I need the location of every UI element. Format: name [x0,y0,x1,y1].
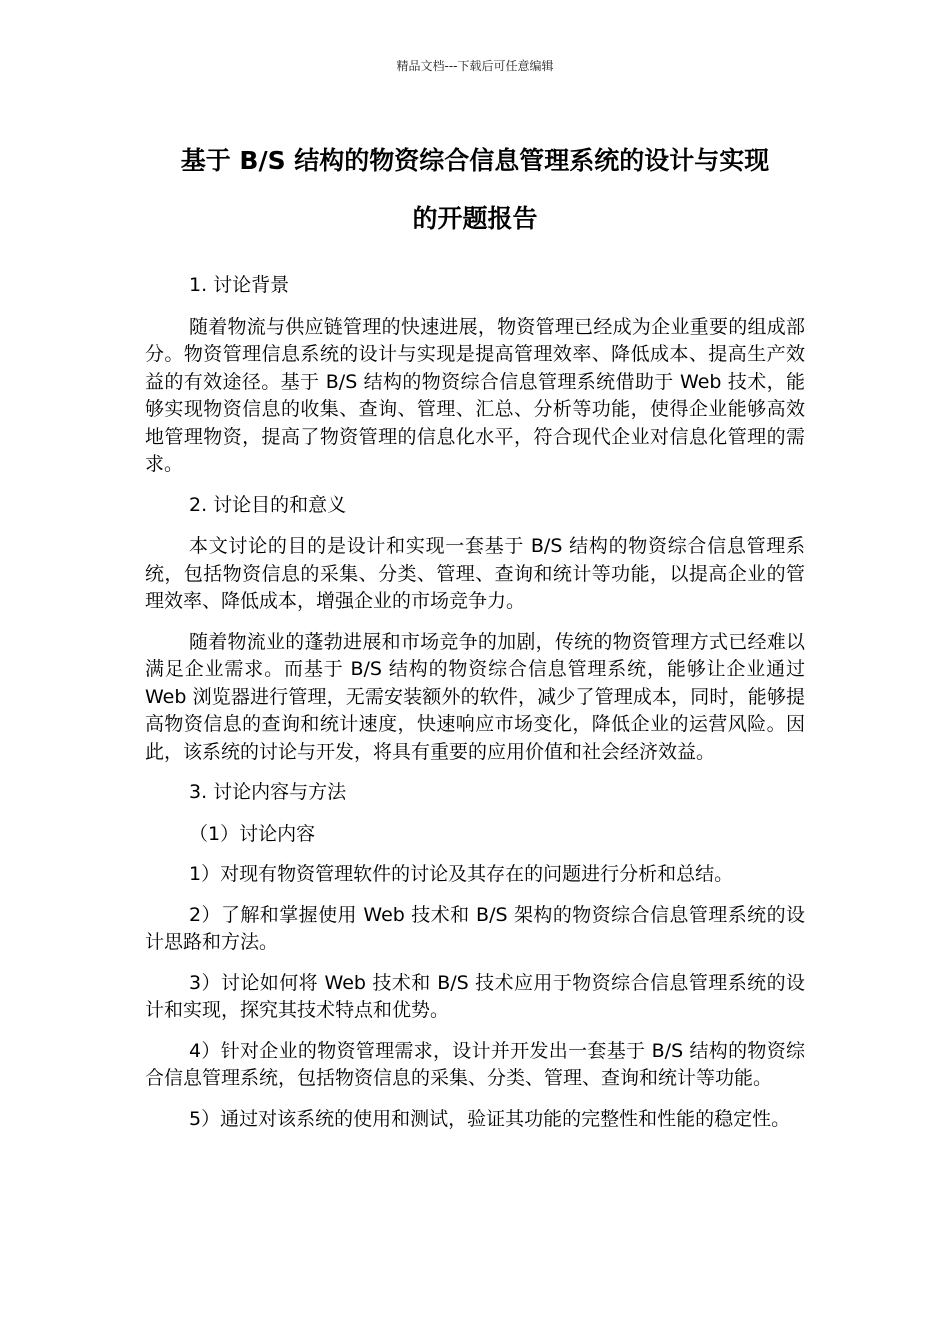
page-header: 精品文档---下载后可任意编辑 [396,59,554,73]
document-body [145,272,805,1146]
section-2-paragraph-2: 随着物流业的蓬勃进展和市场竞争的加剧，传统的物资管理方式已经难以满足企业需求。而基于 B/S 结构的物资综合信息管理系统，能够让企业通过 Web 浏览器进行管理，无需安装额外的软件，减少了管理成本，同时，能够提高物资信息的查询和统计速度，快速响应市场变化，降低企业的运营风险。因此，该系统的讨论与开发，将具有重要的应用价值和社会经济效益。 [145,630,805,763]
section-2-paragraph-1: 本文讨论的目的是设计和实现一套基于 B/S 结构的物资综合信息管理系统，包括物资信息的采集、分类、管理、查询和统计等功能，以提高企业的管理效率、降低成本，增强企业的市场竞争力。 [145,535,805,612]
section-2-heading: 2. 讨论目的和意义 [189,493,347,516]
list-item: 2）了解和掌握使用 Web 技术和 B/S 架构的物资综合信息管理系统的设计思路和方法。 [145,903,805,953]
list-item: 1）对现有物资管理软件的讨论及其存在的问题进行分析和总结。 [189,863,734,885]
section-3-subheading-1: （1）讨论内容 [189,822,316,845]
title-line-2: 的开题报告 [412,204,538,233]
list-item: 3）讨论如何将 Web 技术和 B/S 技术应用于物资综合信息管理系统的设计和实现，探究其技术特点和优势。 [145,971,805,1021]
document-title [145,132,805,248]
section-1-heading: 1. 讨论背景 [189,274,290,296]
title-line-1: 基于 B/S 结构的物资综合信息管理系统的设计与实现 [180,146,770,175]
section-3-heading: 3. 讨论内容与方法 [189,781,347,803]
section-1-paragraph-1: 随着物流与供应链管理的快速进展，物资管理已经成为企业重要的组成部分。物资管理信息系统的设计与实现是提高管理效率、降低成本、提高生产效益的有效途径。基于 B/S 结构的物资综合信息管理系统借助于 Web 技术，能够实现物资信息的收集、查询、管理、汇总、分析等功能，使得企业能够高效地管理物资，提高了物资管理的信息化水平，符合现代企业对信息化管理的需求。 [145,315,805,475]
list-item: 5）通过对该系统的使用和测试，验证其功能的完整性和性能的稳定性。 [189,1107,791,1130]
list-item: 4）针对企业的物资管理需求，设计并开发出一套基于 B/S 结构的物资综合信息管理系统，包括物资信息的采集、分类、管理、查询和统计等功能。 [145,1039,805,1089]
